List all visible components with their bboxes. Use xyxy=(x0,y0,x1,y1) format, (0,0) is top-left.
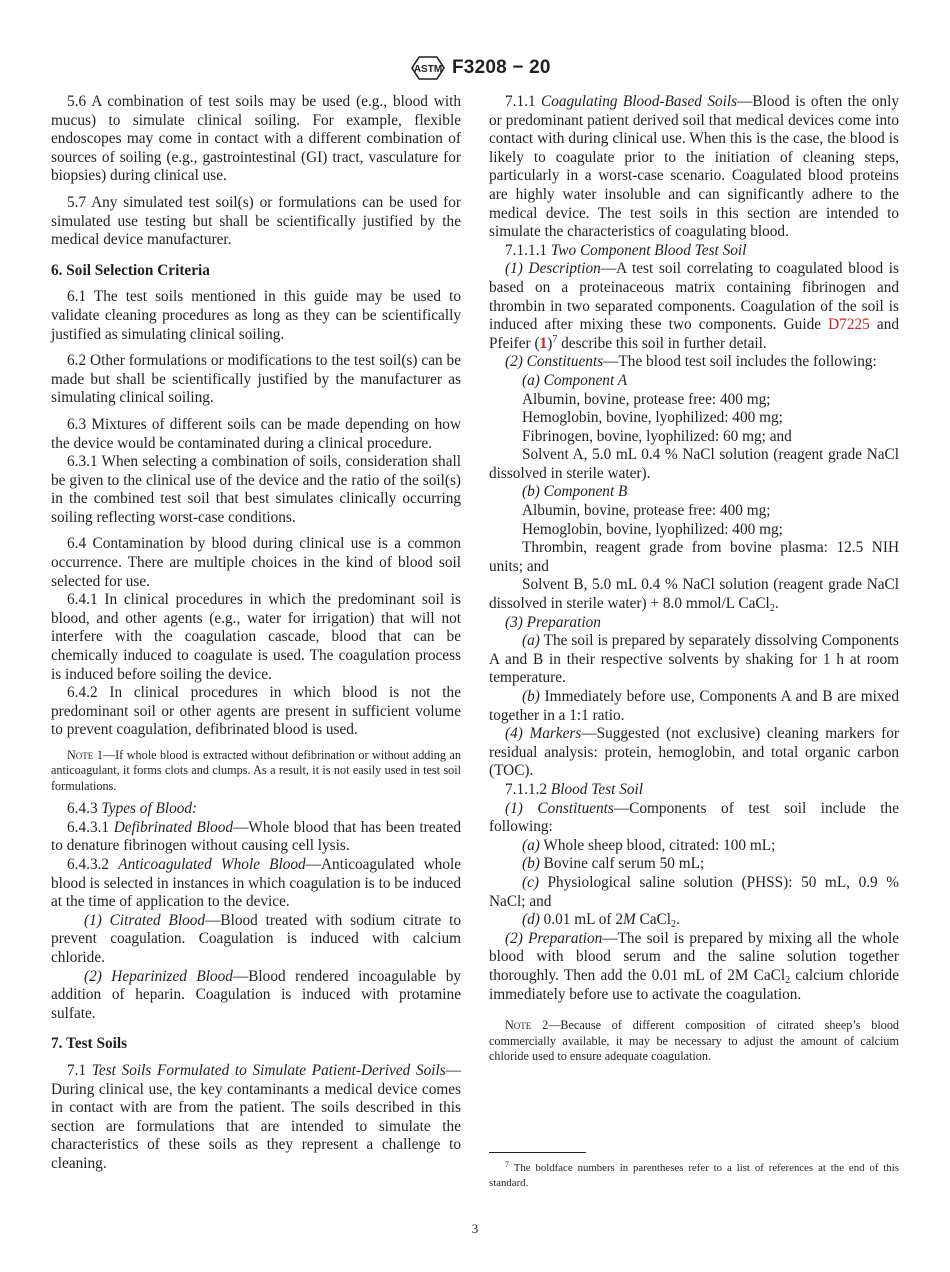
paragraph-preparation-2: (2) Preparation—The soil is prepared by mixing all the whole blood with blood serum and the saline solution together thoroughly. Then add the 0.01 mL of 2M CaCl$_2$ calcium chloride immediately before use to activate the coagulation. xyxy=(489,929,899,1003)
note-2 xyxy=(489,1018,899,1064)
left-column xyxy=(51,93,461,1174)
document-id: F3208 − 20 xyxy=(452,57,551,78)
paragraph-preparation-title: (3) Preparation xyxy=(505,613,601,631)
paragraph-6-3-1: 6.3.1 When selecting a combination of soils, consideration shall be given to the clinical use of the device and the ratio of the soil(s) in the combined test soil that best simulates clinically occurring soiling reflecting worst-case conditions. xyxy=(51,453,461,526)
paragraph-6-3: 6.3 Mixtures of different soils can be made depending on how the device would be contaminated during a clinical procedure. xyxy=(51,415,461,452)
constituent-d: (d) 0.01 mL of 2M CaCl$_2$. xyxy=(522,911,680,931)
page-number: 3 xyxy=(471,1221,479,1236)
note-2-label: Note 2 xyxy=(505,1018,549,1033)
component-a-item: Solvent A, 5.0 mL 0.4 % NaCl solution (reagent grade NaCl dissolved in sterile water). xyxy=(489,446,899,482)
reference-1-link[interactable]: 1 xyxy=(539,334,548,352)
component-b-item: Albumin, bovine, protease free: 400 mg; xyxy=(522,502,771,520)
paragraph-6-4-3-1: 6.4.3.1 Defibrinated Blood—Whole blood that has been treated to denature fibrinogen without causing cell lysis. xyxy=(51,818,461,855)
component-b-item: Hemoglobin, bovine, lyophilized: 400 mg; xyxy=(522,520,783,538)
footnote-ref-7[interactable]: 7 xyxy=(552,333,558,345)
note-1 xyxy=(51,748,461,794)
note-2-text: —Because of different composition of citrated sheep’s blood commercially available, it may be necessary to adjust the amount of calcium chloride used to ensure adequate coagulation. xyxy=(489,1018,900,1063)
astm-logo-icon xyxy=(409,54,447,82)
footnote-7: $^7$ The boldface numbers in parentheses refer to a list of references at the end of this standard. xyxy=(489,1160,899,1189)
constituent-c: (c) Physiological saline solution (PHSS): 50 mL, 0.9 % NaCl; and xyxy=(489,873,899,910)
paragraph-6-4-2: 6.4.2 In clinical procedures in which blood is not the predominant soil or other agents are present in sufficient volume to prevent coagulation, defibrinated blood is used. xyxy=(51,684,461,739)
astm-logo-text: ASTM xyxy=(413,64,443,75)
preparation-step-a: (a) The soil is prepared by separately dissolving Components A and B in their respective solvents by shaking for 1 h at room temperature. xyxy=(489,632,899,687)
constituent-b: (b) Bovine calf serum 50 mL; xyxy=(522,855,705,873)
footnote-divider xyxy=(489,1152,586,1153)
paragraph-markers: (4) Markers—Suggested (not exclusive) cleaning markers for residual analysis: protein, hemoglobin, and total organic carbon (TOC). xyxy=(489,725,899,780)
preparation-step-b: (b) Immediately before use, Components A and B are mixed together in a 1:1 ratio. xyxy=(489,688,899,724)
component-b-item: Thrombin, reagent grade from bovine plasma: 12.5 NIH units; and xyxy=(489,539,899,575)
paragraph-6-2: 6.2 Other formulations or modifications to the test soil(s) can be made but shall be scientifically justified by the manufacturer as simulating clinical soiling. xyxy=(51,352,461,407)
paragraph-6-4-1: 6.4.1 In clinical procedures in which the predominant soil is blood, and other agents (e.g., water for irrigation) that will not interfere with the coagulation cascade, blood that can be chemically induced to coagulate is used. The coagulation process is induced before soiling the device. xyxy=(51,591,461,683)
paragraph-constituents-2: (1) Constituents—Components of test soil include the following: xyxy=(489,799,899,836)
paragraph-7-1: 7.1 Test Soils Formulated to Simulate Patient-Derived Soils—During clinical use, the key contaminants a medical device comes in contact with are from the patient. The soils described in this section are formulations that are intended to simulate the characteristics of these soils as they represent a challenge to cleaning. xyxy=(51,1061,461,1172)
constituent-a: (a) Whole sheep blood, citrated: 100 mL; xyxy=(522,836,776,854)
page-header xyxy=(0,54,950,84)
paragraph-description: (1) Description—A test soil correlating to coagulated blood is based on a proteinaceous matrix containing fibrinogen and thrombin in two separated components. Coagulation of the soil is induced after mixing these two components. Guide D7225 and Pfeifer $(1)^7$ describe this soil in further detail. xyxy=(489,260,900,352)
paragraph-citrated-blood: (1) Citrated Blood—Blood treated with sodium citrate to prevent coagulation. Coagulation is induced with calcium chloride. xyxy=(51,911,461,966)
section-heading-6: 6. Soil Selection Criteria xyxy=(51,261,210,279)
paragraph-5-7: 5.7 Any simulated test soil(s) or formulations can be used for simulated use testing but shall be scientifically justified by the medical device manufacturer. xyxy=(51,193,461,249)
note-1-label: Note 1 xyxy=(67,748,103,762)
section-heading-7: 7. Test Soils xyxy=(51,1035,128,1053)
component-a-item: Fibrinogen, bovine, lyophilized: 60 mg; and xyxy=(522,427,792,445)
paragraph-7-1-1-2: 7.1.1.2 Blood Test Soil xyxy=(505,780,643,798)
component-a-item: Hemoglobin, bovine, lyophilized: 400 mg; xyxy=(522,409,783,427)
paragraph-heparinized-blood: (2) Heparinized Blood—Blood rendered incoagulable by addition of heparin. Coagulation is induced with protamine sulfate. xyxy=(51,967,461,1022)
paragraph-7-1-1: 7.1.1 Coagulating Blood-Based Soils—Blood is often the only or predominant patient derived soil that medical devices come into contact with during clinical use. When this is the case, the blood is likely to coagulate prior to the initiation of cleaning steps, particularly in a worst-case scenario. Coagulated blood proteins are highly water insoluble and can significantly adhere to the medical device. The test soils in this section are intended to simulate the characteristics of coagulating blood. xyxy=(489,93,899,241)
paragraph-6-1: 6.1 The test soils mentioned in this guide may be used to validate cleaning procedures as long as they can be scientifically justified as simulating clinical soiling. xyxy=(51,288,461,343)
paragraph-6-4: 6.4 Contamination by blood during clinical use is a common occurrence. There are multiple choices in the kind of blood soil selected for use. xyxy=(51,535,461,590)
paragraph-6-4-3-2: 6.4.3.2 Anticoagulated Whole Blood—Anticoagulated whole blood is selected in instances in which coagulation is to be induced at the time of application to the device. xyxy=(51,856,462,911)
paragraph-7-1-1-1: 7.1.1.1 Two Component Blood Test Soil xyxy=(505,241,747,259)
paragraph-5-6: 5.6 A combination of test soils may be used (e.g., blood with mucus) to simulate clinical soiling. For example, flexible endoscopes may come in contact with a different combination of sources of soiling (e.g., gastrointestinal (GI) tract, vasculature for biopsies) during clinical use. xyxy=(51,93,461,185)
note-1-text: —If whole blood is extracted without defibrination or without adding an anticoagulant, it forms clots and clumps. As a result, it is not easily used in test soil formulations. xyxy=(51,748,461,793)
component-b-item: Solvent B, 5.0 mL 0.4 % NaCl solution (reagent grade NaCl dissolved in sterile water) + 8.0 mmol/L CaCl$_2$. xyxy=(489,576,899,615)
link-d7225[interactable]: D7225 xyxy=(828,316,870,334)
paragraph-6-4-3: 6.4.3 Types of Blood: xyxy=(67,800,198,818)
component-b-title: (b) Component B xyxy=(522,483,628,501)
component-a-item: Albumin, bovine, protease free: 400 mg; xyxy=(522,390,771,408)
right-column xyxy=(489,93,899,1064)
paragraph-constituents: (2) Constituents—The blood test soil includes the following: xyxy=(505,353,877,371)
component-a-title: (a) Component A xyxy=(522,371,628,389)
